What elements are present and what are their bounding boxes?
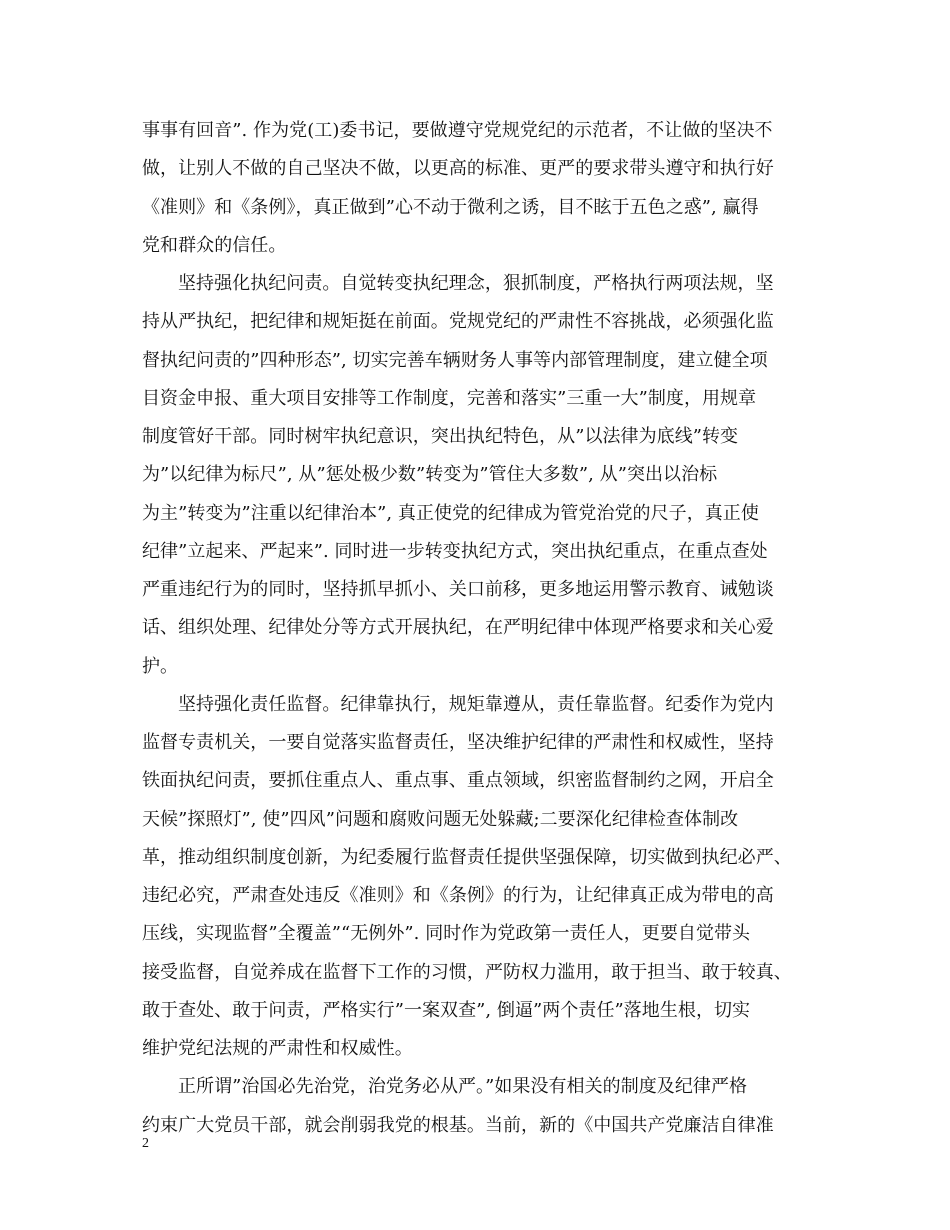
text-line: 党和群众的信任。: [142, 234, 287, 256]
text-line: 约束广大党员干部，就会削弱我党的根基。当前，新的《中国共产党廉洁自律准: [142, 1114, 774, 1136]
text-line: 持从严执纪，把纪律和规矩挺在前面。党规党纪的严肃性不容挑战，必须强化监: [142, 311, 774, 333]
text-line: 为”以纪律为标尺”, 从”惩处极少数”转变为”管住大多数”, 从”突出以治标: [142, 464, 718, 486]
text-line: 话、组织处理、纪律处分等方式开展执纪，在严明纪律中体现严格要求和关心爱: [142, 617, 774, 639]
text-line: 接受监督，自觉养成在监督下工作的习惯，严防权力滥用，敢于担当、敢于较真、: [142, 961, 792, 983]
text-line: 天候”探照灯”, 使”四风”问题和腐败问题无处躲藏;二要深化纪律检查体制改: [142, 808, 739, 830]
text-line: 坚持强化责任监督。纪律靠执行，规矩靠遵从，责任靠监督。纪委作为党内: [178, 693, 774, 715]
text-line: 《准则》和《条例》，真正做到”心不动于微利之诱，目不眩于五色之惑”, 赢得: [142, 196, 759, 218]
text-line: 监督专责机关，一要自觉落实监督责任，坚决维护纪律的严肃性和权威性，坚持: [142, 732, 774, 753]
text-line: 为主”转变为”注重以纪律治本”, 真正使党的纪律成为管党治党的尺子，真正使: [142, 502, 759, 524]
text-line: 护。: [142, 655, 179, 677]
text-line: 革，推动组织制度创新，为纪委履行监督责任提供坚强保障，切实做到执纪必严、: [142, 846, 792, 868]
text-line: 事事有回音”. 作为党(工)委书记，要做遵守党规党纪的示范者，不让做的坚决不: [142, 120, 773, 141]
text-line: 督执纪问责的”四种形态”, 切实完善车辆财务人事等内部管理制度，建立健全项: [142, 349, 768, 371]
text-line: 维护党纪法规的严肃性和权威性。: [142, 1038, 413, 1059]
text-line: 做，让别人不做的自己坚决不做，以更高的标准、更严的要求带头遵守和执行好: [142, 158, 774, 180]
text-line: 压线，实现监督”全覆盖”“无例外”. 同时作为党政第一责任人，更要自觉带头: [142, 923, 751, 945]
page-number: 2: [142, 1136, 149, 1151]
text-line: 坚持强化执纪问责。自觉转变执纪理念，狠抓制度，严格执行两项法规，坚: [178, 273, 774, 294]
body-text: [142, 112, 812, 1145]
text-line: 目资金申报、重大项目安排等工作制度，完善和落实”三重一大”制度，用规章: [142, 387, 757, 409]
text-line: 铁面执纪问责，要抓住重点人、重点事、重点领域，织密监督制约之网，开启全: [142, 770, 774, 792]
text-line: 制度管好干部。同时树牢执纪意识，突出执纪特色，从”以法律为底线”转变: [142, 426, 739, 447]
text-line: 严重违纪行为的同时，坚持抓早抓小、关口前移，更多地运用警示教育、诫勉谈: [142, 579, 774, 600]
text-line: 敢于查处、敢于问责，严格实行”一案双查”, 倒逼”两个责任”落地生根，切实: [142, 999, 751, 1021]
text-line: 纪律”立起来、严起来”. 同时进一步转变执纪方式，突出执纪重点，在重点查处: [142, 540, 768, 562]
text-line: 正所谓”治国必先治党，治党务必从严。”如果没有相关的制度及纪律严格: [178, 1076, 748, 1098]
text-line: 违纪必究，严肃查处违反《准则》和《条例》的行为，让纪律真正成为带电的高: [142, 885, 774, 906]
